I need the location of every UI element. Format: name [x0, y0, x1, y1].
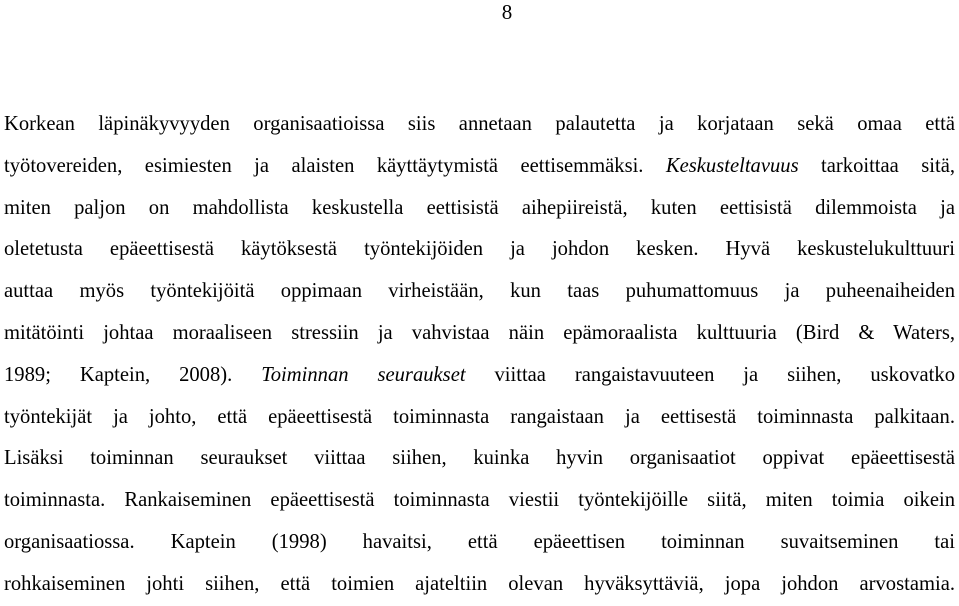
text-run: toiminnasta. Rankaiseminen epäeettisestä toiminnasta viestii työntekijöille siitä, miten toimia oikein: [4, 489, 955, 512]
text-line: [4, 522, 955, 564]
text-line: [4, 313, 955, 355]
text-line: [4, 229, 955, 271]
text-line: [4, 397, 955, 439]
text-run: organisaatiossa. Kaptein (1998) havaitsi, että epäeettisen toiminnan suvaitseminen tai: [4, 530, 955, 553]
text-run: mitätöinti johtaa moraaliseen stressiin ja vahvistaa näin epämoraalista kulttuuria (Bird & Waters,: [4, 321, 955, 344]
page-number: 8: [501, 0, 513, 24]
text-run: rohkaiseminen johti siihen, että toimien ajateltiin olevan hyväksyttäviä, jopa johdon arvostamia.: [4, 572, 955, 595]
text-line: [4, 480, 955, 522]
body-paragraph: [4, 104, 955, 606]
text-line: [4, 355, 955, 397]
emphasis-term: Keskusteltavuus: [665, 154, 799, 177]
text-run: Korkean läpinäkyvyyden organisaatioissa siis annetaan palautetta ja korjataan sekä omaa että: [4, 113, 955, 135]
text-run: 1989; Kaptein, 2008).: [4, 363, 262, 386]
text-run: auttaa myös työntekijöitä oppimaan virheistään, kun taas puhumattomuus ja puheenaiheiden: [4, 280, 955, 303]
text-line: [4, 564, 955, 606]
text-run: työtovereiden, esimiesten ja alaisten käyttäytymistä eettisemmäksi.: [4, 154, 666, 177]
text-line: [4, 438, 955, 480]
emphasis-term: Toiminnan seuraukset: [261, 363, 466, 386]
text-run: viittaa rangaistavuuteen ja siihen, uskovatko: [465, 363, 955, 386]
text-run: Lisäksi toiminnan seuraukset viittaa siihen, kuinka hyvin organisaatiot oppivat epäeettisestä: [4, 447, 955, 470]
text-run: tarkoittaa sitä,: [798, 154, 955, 177]
text-run: työntekijät ja johto, että epäeettisestä toiminnasta rangaistaan ja eettisestä toiminnasta palkitaan.: [4, 405, 955, 428]
text-line: [4, 104, 955, 146]
text-line: [4, 188, 955, 230]
text-run: oletetusta epäeettisestä käytöksestä työntekijöiden ja johdon kesken. Hyvä keskustelukulttuuri: [4, 238, 955, 261]
text-run: miten paljon on mahdollista keskustella eettisistä aihepiireistä, kuten eettisistä dilemmoista ja: [4, 196, 955, 219]
text-line: [4, 146, 955, 188]
text-line: [4, 271, 955, 313]
